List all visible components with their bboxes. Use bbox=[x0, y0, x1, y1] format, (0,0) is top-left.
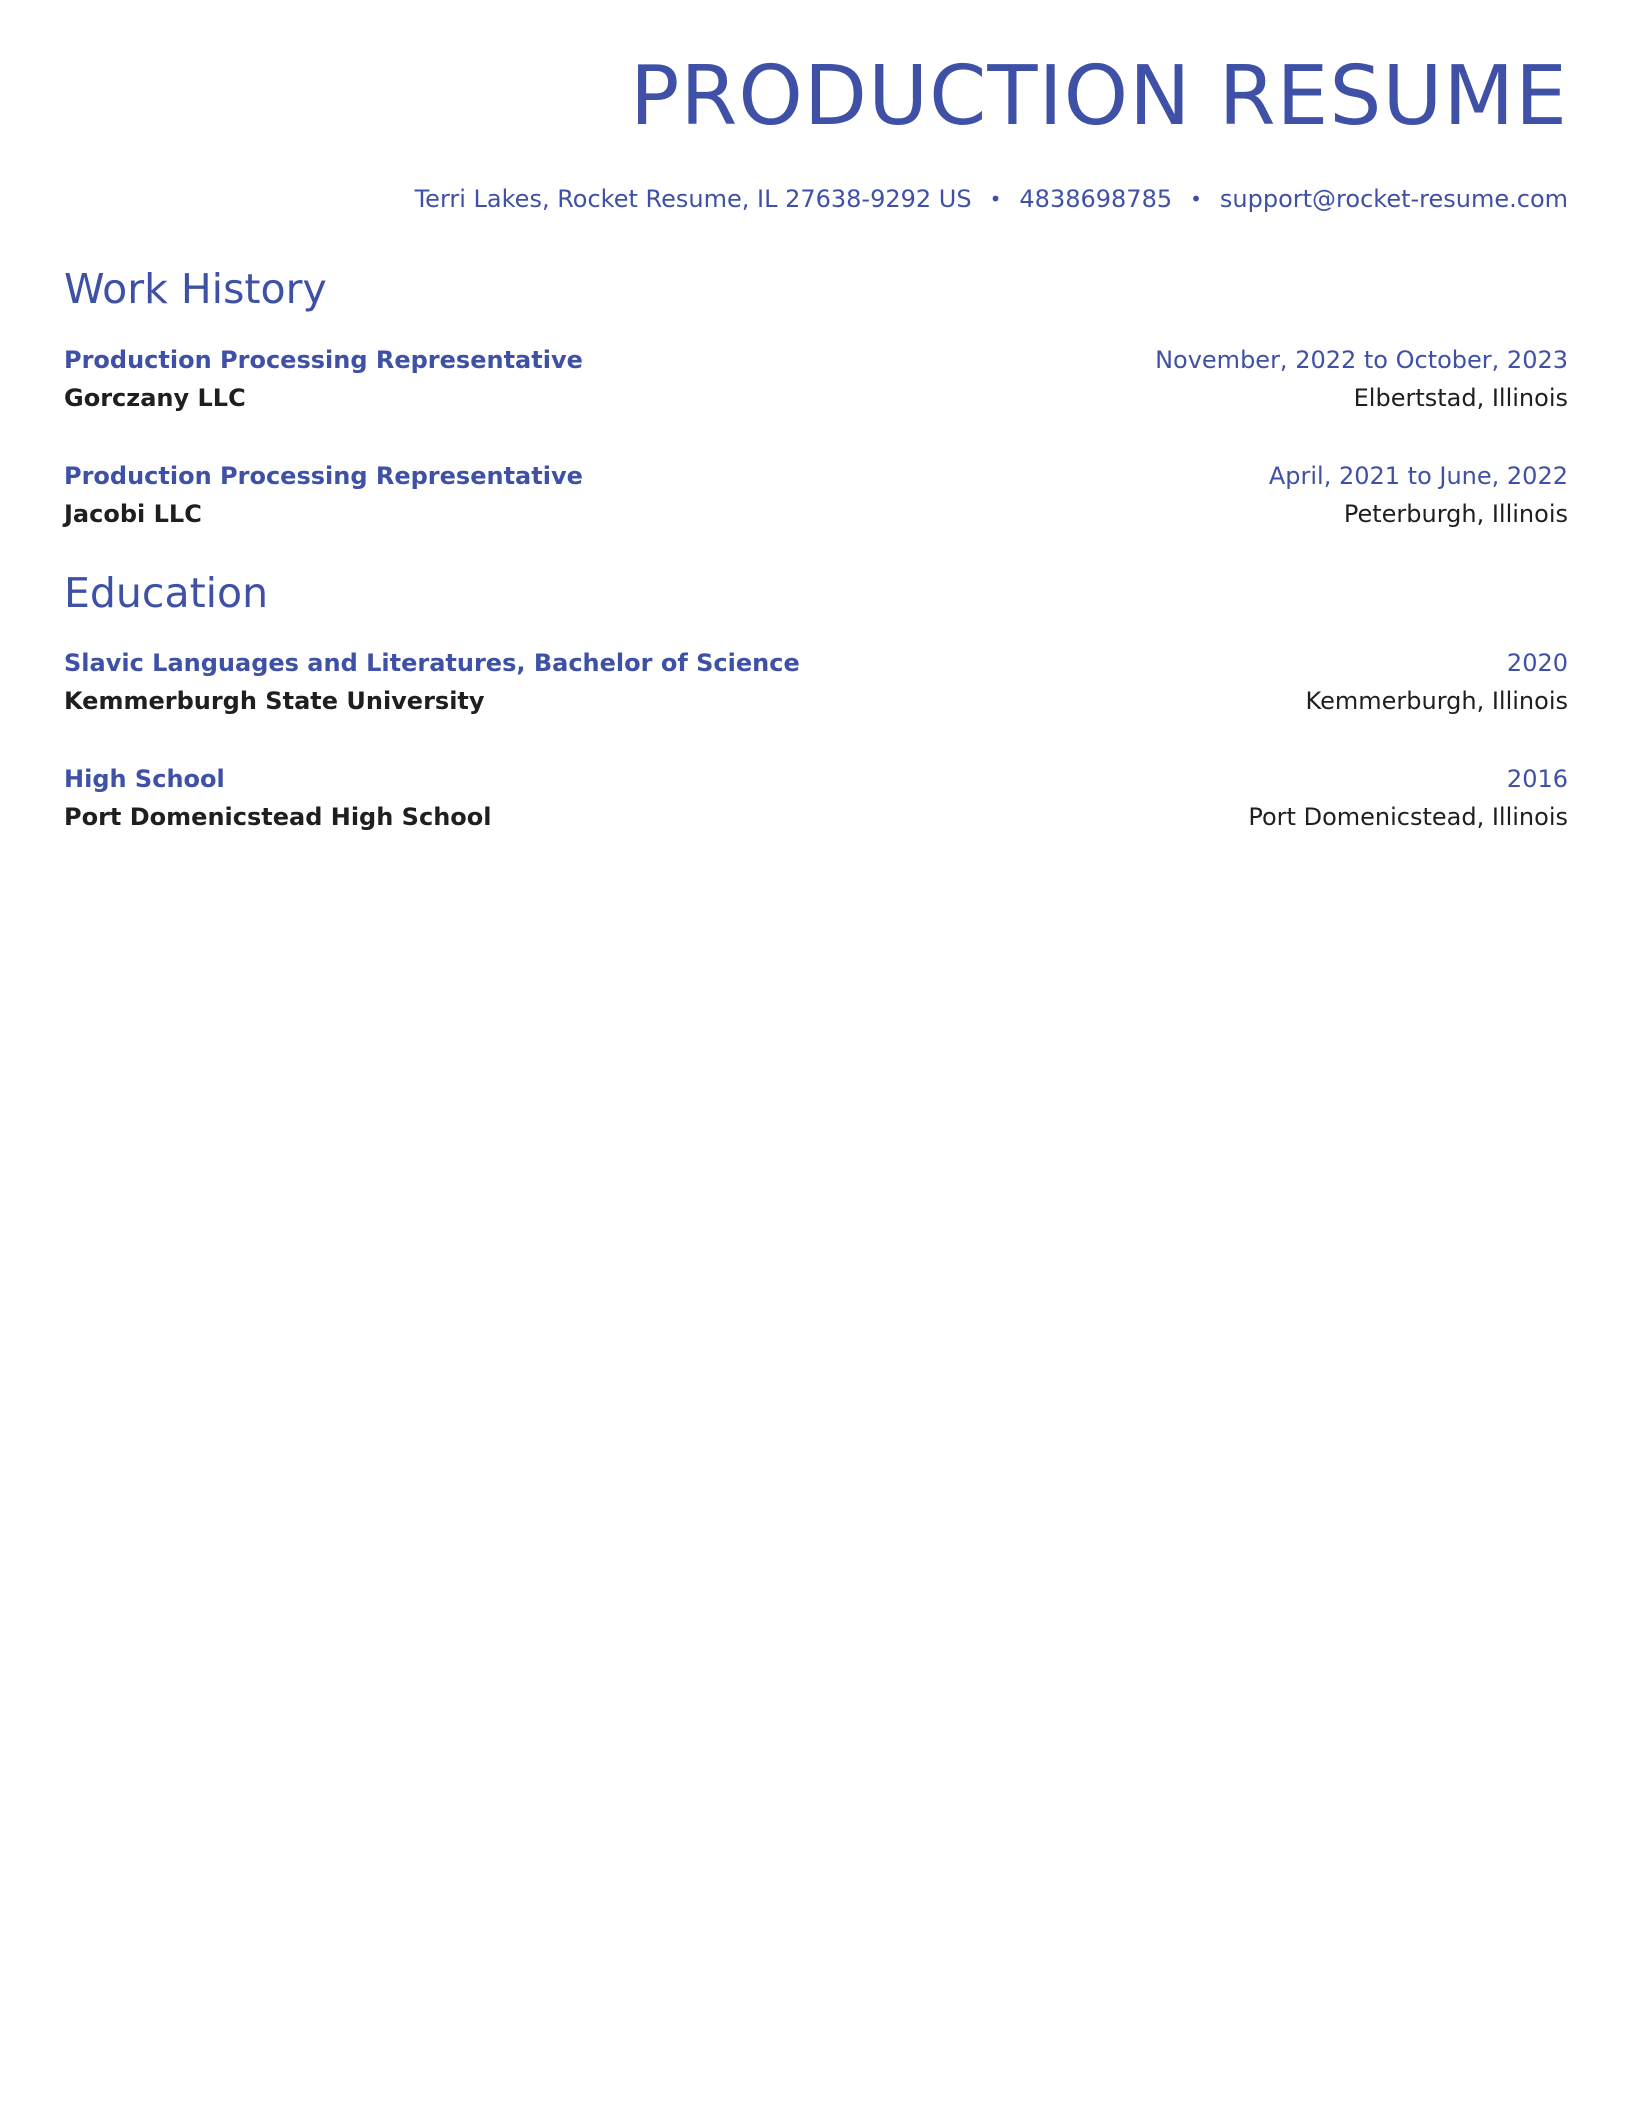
school-location: Kemmerburgh, Illinois bbox=[1305, 686, 1568, 715]
contact-phone[interactable]: 4838698785 bbox=[1019, 185, 1173, 214]
entry-detail-row bbox=[64, 682, 1568, 720]
degree-title: Slavic Languages and Literatures, Bachelor of Science bbox=[64, 648, 800, 677]
degree-title: High School bbox=[64, 764, 225, 793]
entry-detail-row bbox=[64, 798, 1568, 836]
graduation-year: 2016 bbox=[1506, 764, 1568, 793]
resume-header bbox=[64, 0, 1568, 215]
work-history-section bbox=[64, 265, 1568, 532]
entry-detail-row bbox=[64, 379, 1568, 417]
job-location: Elbertstad, Illinois bbox=[1353, 383, 1568, 412]
graduation-year: 2020 bbox=[1506, 648, 1568, 677]
entry-header-row bbox=[64, 644, 1568, 682]
contact-email[interactable]: support@rocket-resume.com bbox=[1219, 185, 1568, 214]
employer-name: Jacobi LLC bbox=[64, 499, 202, 528]
job-title: Production Processing Representative bbox=[64, 461, 583, 490]
school-name: Kemmerburgh State University bbox=[64, 686, 485, 715]
work-entry bbox=[64, 457, 1568, 533]
education-entry bbox=[64, 760, 1568, 836]
contact-line bbox=[64, 184, 1568, 215]
work-history-heading: Work History bbox=[64, 265, 327, 314]
entry-header-row bbox=[64, 341, 1568, 379]
education-section bbox=[64, 569, 1568, 836]
entry-header-row bbox=[64, 760, 1568, 798]
education-heading: Education bbox=[64, 568, 269, 617]
work-entry bbox=[64, 341, 1568, 417]
employer-name: Gorczany LLC bbox=[64, 383, 246, 412]
entry-header-row bbox=[64, 457, 1568, 495]
school-location: Port Domenicstead, Illinois bbox=[1248, 802, 1568, 831]
job-location: Peterburgh, Illinois bbox=[1343, 499, 1568, 528]
contact-address: Terri Lakes, Rocket Resume, IL 27638-9292 US bbox=[414, 185, 972, 214]
contact-separator: • bbox=[989, 187, 1002, 212]
job-title: Production Processing Representative bbox=[64, 345, 583, 374]
document-title: PRODUCTION RESUME bbox=[629, 49, 1568, 144]
job-dates: April, 2021 to June, 2022 bbox=[1268, 461, 1568, 490]
entry-detail-row bbox=[64, 495, 1568, 533]
education-entry bbox=[64, 644, 1568, 720]
school-name: Port Domenicstead High School bbox=[64, 802, 492, 831]
job-dates: November, 2022 to October, 2023 bbox=[1155, 345, 1568, 374]
contact-separator: • bbox=[1190, 187, 1202, 212]
